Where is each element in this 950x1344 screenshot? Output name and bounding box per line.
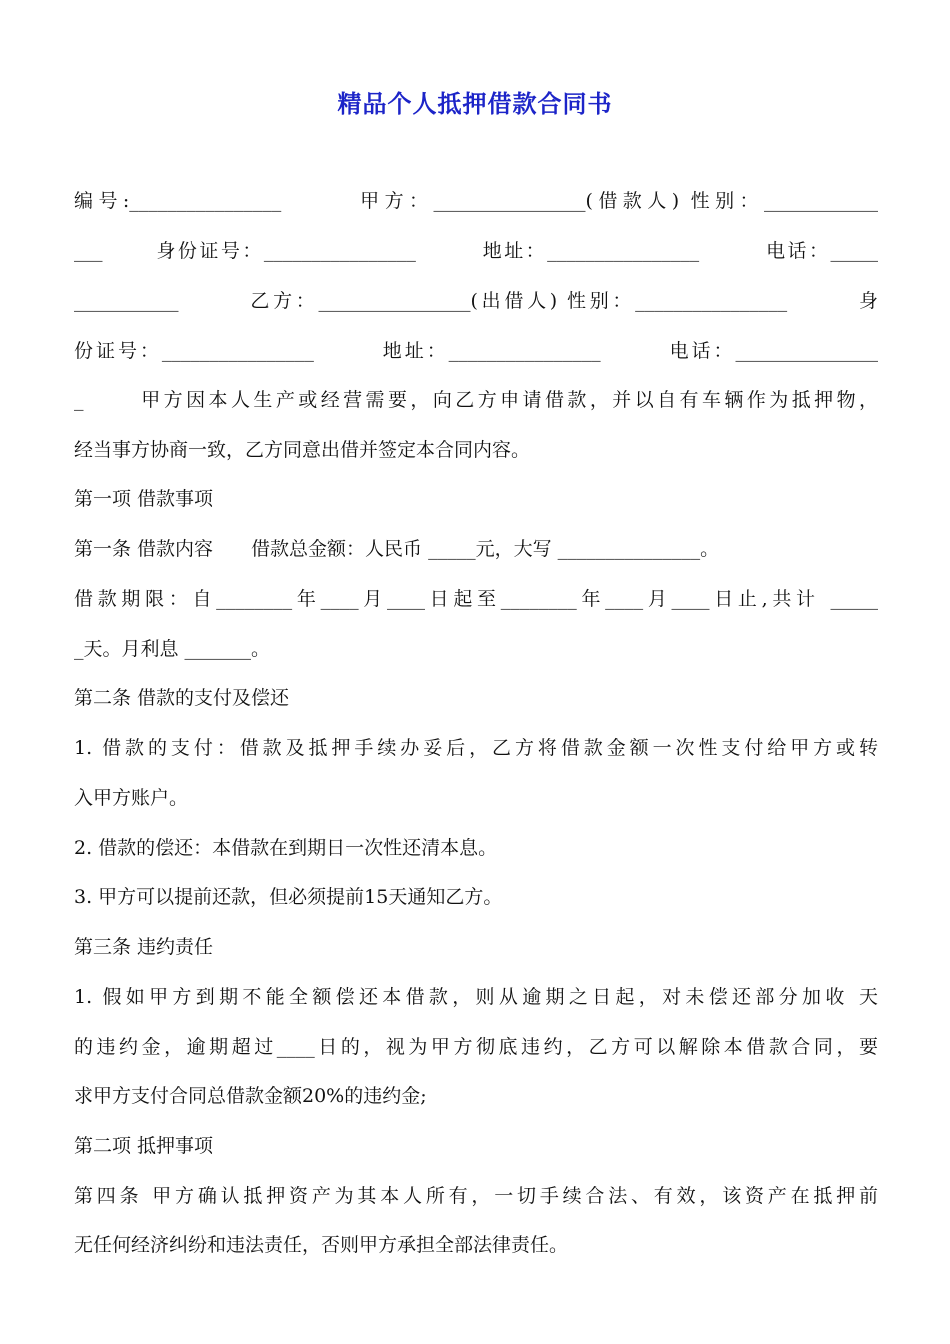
body-line: 求甲方支付合同总借款金额20%的违约金;	[74, 1085, 427, 1107]
body-line: 第四条 甲方确认抵押资产为其本人所有，一切手续合法、有效，该资产在抵押前	[74, 1185, 878, 1207]
clause-heading: 第二条 借款的支付及偿还	[74, 687, 290, 709]
body-line: 入甲方账户。	[74, 787, 189, 809]
body-line: 1. 假如甲方到期不能全额偿还本借款，则从逾期之日起，对未偿还部分加收 天	[74, 986, 878, 1008]
body-line: 1. 借款的支付：借款及抵押手续办妥后，乙方将借款金额一次性支付给甲方或转	[74, 737, 878, 759]
body-line: 无任何经济纠纷和违法责任，否则甲方承担全部法律责任。	[74, 1234, 569, 1256]
section-heading: 第一项 借款事项	[74, 488, 214, 510]
body-line: 经当事方协商一致，乙方同意出借并签定本合同内容。	[74, 439, 531, 461]
document-title: 精品个人抵押借款合同书	[337, 90, 613, 118]
body-line: _天。月利息 _______。	[74, 638, 271, 660]
body-line: ___ 身份证号：________________ 地址：________________ 电话：_____	[74, 240, 878, 262]
body-line: 第一条 借款内容 借款总金额：人民币 _____元，大写 _______________。	[74, 538, 720, 560]
body-line: 2. 借款的偿还：本借款在到期日一次性还清本息。	[74, 837, 498, 859]
body-line: ___________ 乙方：________________(出借人) 性别：________________ 身	[74, 290, 878, 312]
body-line: 份证号：________________ 地址：________________ 电话：_______________	[74, 340, 878, 362]
body-line: 3. 甲方可以提前还款，但必须提前15天通知乙方。	[74, 886, 503, 908]
section-heading: 第二项 抵押事项	[74, 1135, 214, 1157]
body-line: 的违约金，逾期超过____日的，视为甲方彻底违约，乙方可以解除本借款合同，要	[74, 1036, 878, 1058]
body-line: _ 甲方因本人生产或经营需要，向乙方申请借款，并以自有车辆作为抵押物，	[74, 389, 878, 411]
body-line: 借款期限：自________年____月____日起至________年____月____日止,共计 _____	[74, 588, 878, 610]
body-line: 编号:________________ 甲方：________________(借款人) 性别：____________	[74, 190, 878, 212]
clause-heading: 第三条 违约责任	[74, 936, 214, 958]
